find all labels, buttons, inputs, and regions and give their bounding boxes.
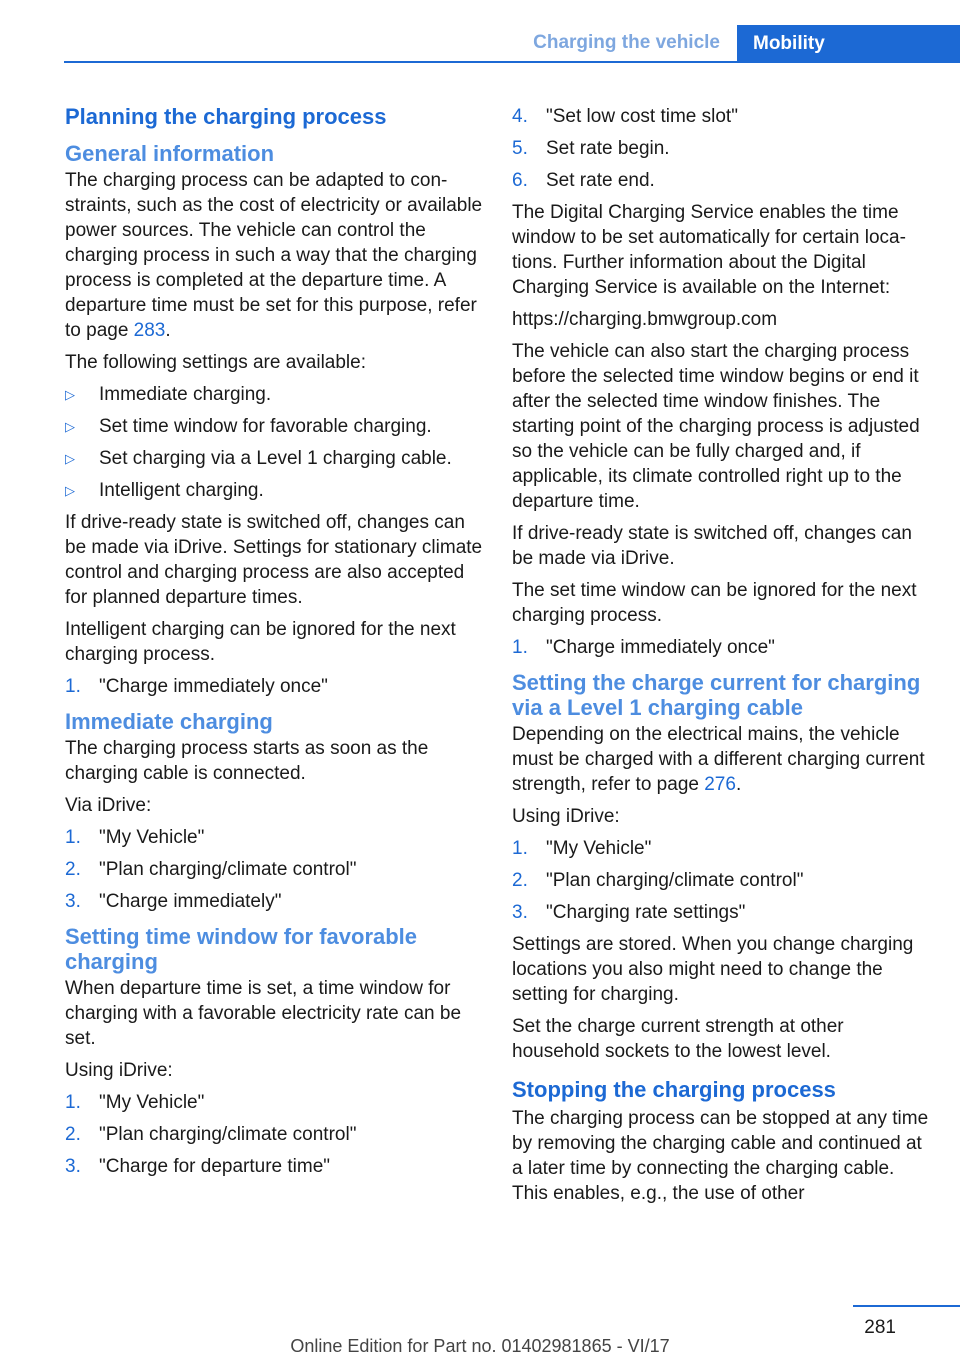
step-number: 6.	[512, 170, 528, 191]
list-item-text: Set charging via a Level 1 charging cable.	[99, 448, 452, 469]
triangle-bullet-icon: ▷	[65, 419, 75, 434]
page-link-276[interactable]: 276	[704, 774, 736, 795]
step-item	[512, 836, 934, 861]
service-url: https://charging.bmwgroup.com	[512, 309, 778, 330]
list-item-text: Intelligent charging.	[99, 480, 264, 501]
step-number: 1.	[65, 827, 81, 848]
via-idrive-label: Via iDrive:	[65, 795, 152, 816]
settings-stored-paragraph: Settings are stored. When you change charging locations you also might need to change the setting for charging.	[512, 934, 914, 1005]
step-number: 2.	[65, 1124, 81, 1145]
ignore-window-note: The set time window can be ignored for the next charging process.	[512, 580, 917, 626]
step-number: 3.	[65, 1156, 81, 1177]
idrive-note: If drive-ready state is switched off, changes can be made via iDrive. Settings for stationary climate control and charging process are also accepted for planned departure times.	[65, 512, 483, 608]
step-text: "Set low cost time slot"	[546, 106, 738, 127]
step-text: "Charge immediately"	[99, 891, 282, 912]
step-item	[512, 168, 934, 193]
header-chapter-tab: Mobility	[737, 25, 960, 62]
step-item	[512, 635, 934, 660]
idrive-note: If drive-ready state is switched off, changes can be made via iDrive.	[512, 523, 912, 569]
settings-intro: The following settings are available:	[65, 352, 367, 373]
left-column	[65, 100, 483, 1186]
current-paragraph	[512, 722, 934, 797]
step-list	[65, 1090, 483, 1179]
step-list	[512, 836, 934, 925]
general-text-end: .	[165, 320, 171, 341]
list-item-text: Immediate charging.	[99, 384, 272, 405]
using-idrive-label: Using iDrive:	[65, 1060, 173, 1081]
step-number: 1.	[65, 1092, 81, 1113]
list-item	[65, 478, 483, 503]
step-item	[512, 900, 934, 925]
step-text: "Charge immediately once"	[546, 637, 775, 658]
step-text: "My Vehicle"	[99, 827, 205, 848]
list-item	[65, 382, 483, 407]
heading-time-window: Setting time window for favorable charging	[65, 924, 418, 974]
step-text: "My Vehicle"	[546, 838, 652, 859]
list-item-text: Set time window for favorable charging.	[99, 416, 432, 437]
stopping-paragraph: The charging process can be stopped at any time by removing the charging cable and continued at a later time by connecting the charging cable. This enables, e.g., the use of other	[512, 1108, 929, 1204]
step-text: "Charging rate settings"	[546, 902, 746, 923]
right-column	[512, 100, 934, 1213]
step-item	[512, 868, 934, 893]
step-item	[512, 104, 934, 129]
heading-immediate-charging: Immediate charging	[65, 709, 273, 734]
page-title: Planning the charging process	[65, 104, 387, 129]
edition-footer: Online Edition for Part no. 01402981865 - VI/17	[290, 1336, 670, 1356]
step-number: 2.	[65, 859, 81, 880]
list-item	[65, 414, 483, 439]
step-number: 2.	[512, 870, 528, 891]
triangle-bullet-icon: ▷	[65, 387, 75, 402]
start-charging-paragraph: The vehicle can also start the charging process before the selected time window begins or end it after the selected time window finishes. The starting point of the charging process is adjusted so the vehicle can be fully charged and, if applicable, its climate controlled right up to the departure time.	[512, 341, 920, 512]
step-text: "My Vehicle"	[99, 1092, 205, 1113]
step-list	[512, 635, 934, 660]
step-item	[65, 889, 483, 914]
heading-stopping-charging: Stopping the charging process	[512, 1077, 836, 1102]
step-number: 1.	[65, 676, 81, 697]
step-list	[512, 104, 934, 193]
step-text: "Charge for departure time"	[99, 1156, 331, 1177]
step-number: 4.	[512, 106, 528, 127]
header-rule	[64, 61, 960, 63]
household-sockets-paragraph: Set the charge current strength at other household sockets to the lowest level.	[512, 1016, 844, 1062]
settings-list	[65, 382, 483, 503]
step-item	[65, 1154, 483, 1179]
step-list	[65, 674, 483, 699]
list-item	[65, 446, 483, 471]
current-text: Depending on the electrical mains, the vehicle must be charged with a different charging current strength, refer to page	[512, 724, 925, 795]
step-text: Set rate end.	[546, 170, 655, 191]
step-text: "Charge immediately once"	[99, 676, 328, 697]
step-item	[65, 1122, 483, 1147]
page-number: 281	[864, 1317, 896, 1338]
step-item	[65, 825, 483, 850]
general-paragraph	[65, 168, 483, 343]
step-number: 5.	[512, 138, 528, 159]
page-link-283[interactable]: 283	[133, 320, 166, 341]
step-number: 1.	[512, 838, 528, 859]
intelligent-note: Intelligent charging can be ignored for the next charging process.	[65, 619, 456, 665]
triangle-bullet-icon: ▷	[65, 451, 75, 466]
heading-general-information: General information	[65, 141, 275, 166]
step-item	[65, 1090, 483, 1115]
step-number: 1.	[512, 637, 528, 658]
window-paragraph: When departure time is set, a time window for charging with a favorable electricity rate can be set.	[65, 978, 462, 1049]
step-text: "Plan charging/climate control"	[99, 1124, 357, 1145]
step-number: 3.	[65, 891, 81, 912]
digital-service-paragraph: The Digital Charging Service enables the time window to be set automatically for certain locations. Further information about the Digital Charging Service is available on the Internet:	[512, 202, 906, 298]
general-text: The charging process can be adapted to constraints, such as the cost of electricity or available power sources. The vehicle can control the charging process in such a way that the charging process is completed at the departure time. A departure time must be set for this purpose, refer to page	[65, 170, 483, 341]
step-item	[512, 136, 934, 161]
step-item	[65, 674, 483, 699]
step-number: 3.	[512, 902, 528, 923]
step-text: "Plan charging/climate control"	[546, 870, 804, 891]
header-section-title: Charging the vehicle	[533, 32, 720, 53]
heading-charge-current: Setting the charge current for charging via a Level 1 charging cable	[512, 670, 921, 720]
using-idrive-label: Using iDrive:	[512, 806, 620, 827]
step-list	[65, 825, 483, 914]
footer-rule	[853, 1305, 960, 1307]
current-text-end: .	[735, 774, 742, 795]
step-text: Set rate begin.	[546, 138, 670, 159]
step-item	[65, 857, 483, 882]
triangle-bullet-icon: ▷	[65, 483, 75, 498]
step-text: "Plan charging/climate control"	[99, 859, 357, 880]
immediate-paragraph: The charging process starts as soon as the charging cable is connected.	[65, 738, 429, 784]
